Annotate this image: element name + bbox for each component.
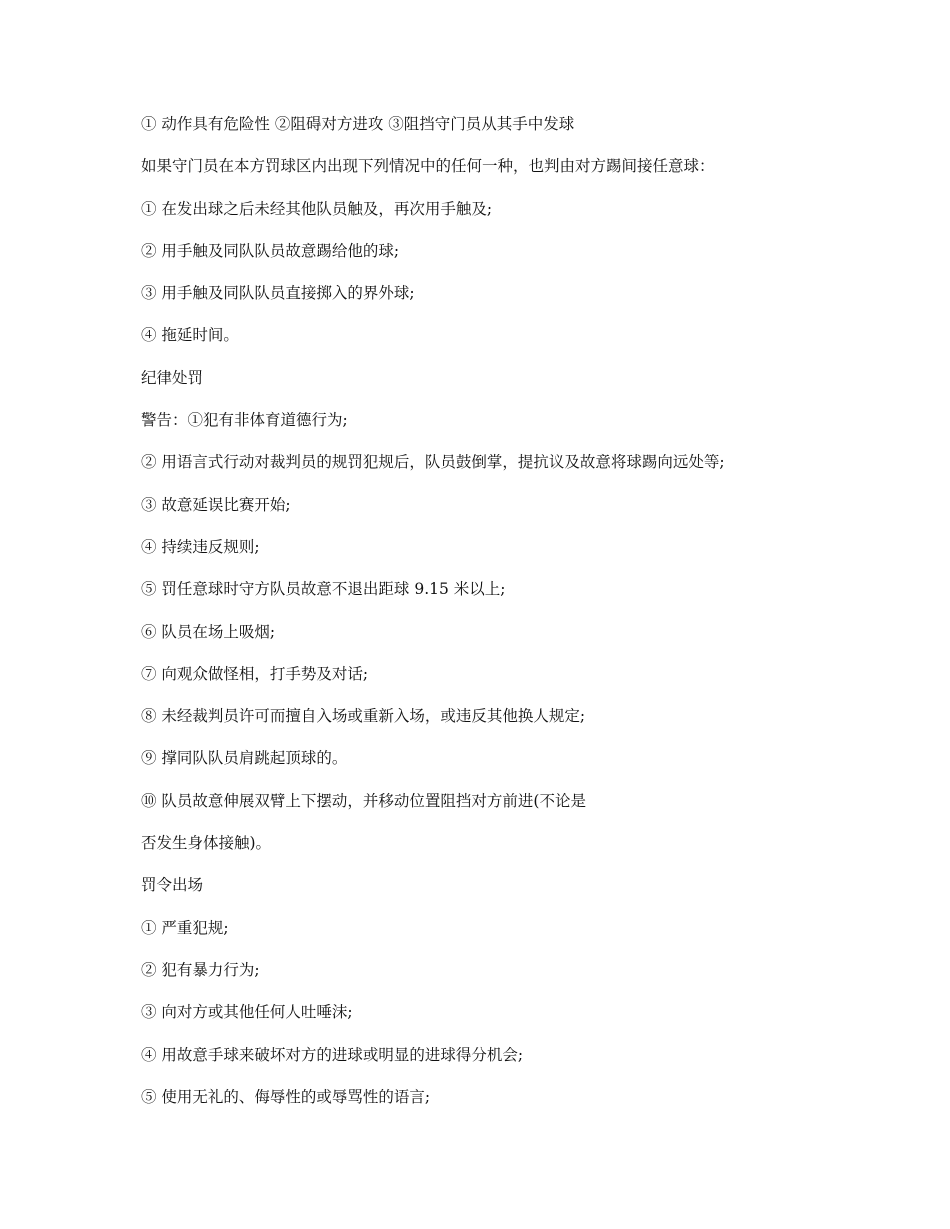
text-line: ⑤ 使用无礼的、侮辱性的或辱骂性的语言; bbox=[141, 1087, 431, 1106]
text-line: ④ 用故意手球来破坏对方的进球或明显的进球得分机会; bbox=[141, 1045, 524, 1064]
text-line: ③ 用手触及同队队员直接掷入的界外球; bbox=[141, 284, 415, 303]
text-line: ⑨ 撑同队队员肩跳起顶球的。 bbox=[141, 749, 348, 768]
text-line: ③ 向对方或其他任何人吐唾沫; bbox=[141, 1003, 353, 1022]
text-line: ⑩ 队员故意伸展双臂上下摆动，并移动位置阻挡对方前进(不论是 bbox=[141, 791, 586, 810]
document-body bbox=[141, 112, 841, 1127]
text-line: ② 用手触及同队队员故意踢给他的球; bbox=[141, 241, 400, 260]
text-line: ① 动作具有危险性 ②阻碍对方进攻 ③阻挡守门员从其手中发球 bbox=[141, 115, 575, 133]
text-line: ① 在发出球之后未经其他队员触及，再次用手触及; bbox=[141, 199, 493, 218]
text-line: ② 犯有暴力行为; bbox=[141, 960, 260, 979]
text-line: ⑥ 队员在场上吸烟; bbox=[141, 622, 276, 641]
section-heading: 罚令出场 bbox=[141, 876, 204, 895]
text-line: ⑤ 罚任意球时守方队员故意不退出距球 9.15 米以上; bbox=[141, 580, 506, 599]
text-line: ③ 故意延误比赛开始; bbox=[141, 495, 291, 514]
text-line: 否发生身体接触)。 bbox=[141, 834, 272, 853]
text-line: ① 严重犯规; bbox=[141, 918, 229, 937]
text-line: ④ 持续违反规则; bbox=[141, 537, 260, 556]
text-line: ④ 拖延时间。 bbox=[141, 326, 239, 345]
text-line: ⑦ 向观众做怪相，打手势及对话; bbox=[141, 664, 369, 683]
text-line: 如果守门员在本方罚球区内出现下列情况中的任何一种，也判由对方踢间接任意球： bbox=[141, 157, 715, 176]
text-line: ② 用语言式行动对裁判员的规罚犯规后，队员鼓倒掌，提抗议及故意将球踢向远处等; bbox=[141, 453, 725, 472]
section-heading: 纪律处罚 bbox=[141, 368, 204, 387]
text-line: ⑧ 未经裁判员许可而擅自入场或重新入场，或违反其他换人规定; bbox=[141, 707, 586, 726]
text-line: 警告：①犯有非体育道德行为; bbox=[141, 411, 348, 430]
